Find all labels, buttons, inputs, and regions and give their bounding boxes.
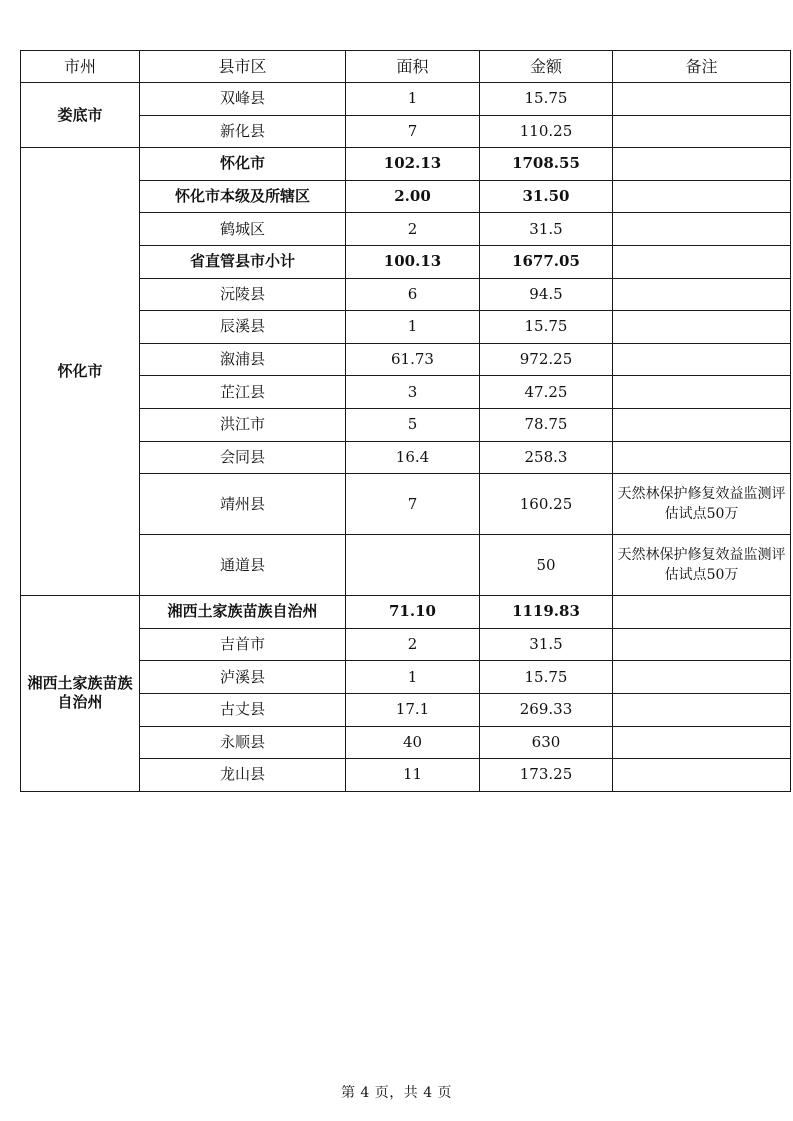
remark-cell: 天然林保护修复效益监测评估试点50万 (613, 535, 791, 596)
amount-cell: 269.33 (480, 693, 613, 726)
amount-cell: 94.5 (480, 278, 613, 311)
table-row (21, 83, 791, 116)
county-cell: 怀化市本级及所辖区 (140, 180, 346, 213)
area-cell: 2 (346, 213, 480, 246)
amount-cell: 15.75 (480, 83, 613, 116)
remark-cell: 天然林保护修复效益监测评估试点50万 (613, 474, 791, 535)
area-cell: 2.00 (346, 180, 480, 213)
area-cell: 5 (346, 408, 480, 441)
amount-cell: 31.50 (480, 180, 613, 213)
header-amount: 金额 (480, 51, 613, 83)
county-cell: 会同县 (140, 441, 346, 474)
county-cell: 龙山县 (140, 759, 346, 792)
amount-cell: 15.75 (480, 661, 613, 694)
remark-cell (613, 115, 791, 148)
remark-cell (613, 726, 791, 759)
county-cell: 溆浦县 (140, 343, 346, 376)
remark-cell (613, 180, 791, 213)
county-cell: 新化县 (140, 115, 346, 148)
remark-cell (613, 83, 791, 116)
area-cell: 11 (346, 759, 480, 792)
header-city: 市州 (21, 51, 140, 83)
remark-cell (613, 596, 791, 629)
area-cell: 16.4 (346, 441, 480, 474)
header-remark: 备注 (613, 51, 791, 83)
amount-cell: 173.25 (480, 759, 613, 792)
remark-cell (613, 245, 791, 278)
amount-cell: 160.25 (480, 474, 613, 535)
remark-cell (613, 278, 791, 311)
area-cell: 6 (346, 278, 480, 311)
county-cell: 泸溪县 (140, 661, 346, 694)
area-cell: 7 (346, 474, 480, 535)
remark-cell (613, 376, 791, 409)
county-cell: 鹤城区 (140, 213, 346, 246)
county-cell: 双峰县 (140, 83, 346, 116)
amount-cell: 31.5 (480, 628, 613, 661)
remark-cell (613, 661, 791, 694)
amount-cell: 1677.05 (480, 245, 613, 278)
area-cell: 40 (346, 726, 480, 759)
amount-cell: 972.25 (480, 343, 613, 376)
area-cell (346, 535, 480, 596)
amount-cell: 78.75 (480, 408, 613, 441)
remark-cell (613, 408, 791, 441)
amount-cell: 15.75 (480, 311, 613, 344)
county-cell: 洪江市 (140, 408, 346, 441)
header-county: 县市区 (140, 51, 346, 83)
header-row (21, 51, 791, 83)
allocation-table (20, 50, 791, 792)
amount-cell: 50 (480, 535, 613, 596)
amount-cell: 110.25 (480, 115, 613, 148)
remark-cell (613, 759, 791, 792)
county-cell: 湘西土家族苗族自治州 (140, 596, 346, 629)
city-cell: 娄底市 (21, 83, 140, 148)
county-cell: 辰溪县 (140, 311, 346, 344)
table-row (21, 596, 791, 629)
remark-cell (613, 311, 791, 344)
county-cell: 沅陵县 (140, 278, 346, 311)
remark-cell (613, 628, 791, 661)
area-cell: 1 (346, 83, 480, 116)
county-cell: 吉首市 (140, 628, 346, 661)
county-cell: 芷江县 (140, 376, 346, 409)
area-cell: 17.1 (346, 693, 480, 726)
amount-cell: 1708.55 (480, 148, 613, 181)
area-cell: 100.13 (346, 245, 480, 278)
city-cell: 湘西土家族苗族自治州 (21, 596, 140, 792)
county-cell: 靖州县 (140, 474, 346, 535)
county-cell: 通道县 (140, 535, 346, 596)
page-footer: 第 4 页，共 4 页 (340, 1085, 453, 1101)
county-cell: 古丈县 (140, 693, 346, 726)
remark-cell (613, 148, 791, 181)
remark-cell (613, 441, 791, 474)
county-cell: 怀化市 (140, 148, 346, 181)
amount-cell: 1119.83 (480, 596, 613, 629)
amount-cell: 258.3 (480, 441, 613, 474)
city-cell: 怀化市 (21, 148, 140, 596)
area-cell: 1 (346, 311, 480, 344)
area-cell: 3 (346, 376, 480, 409)
remark-cell (613, 693, 791, 726)
area-cell: 7 (346, 115, 480, 148)
amount-cell: 630 (480, 726, 613, 759)
county-cell: 永顺县 (140, 726, 346, 759)
county-cell: 省直管县市小计 (140, 245, 346, 278)
area-cell: 61.73 (346, 343, 480, 376)
header-area: 面积 (346, 51, 480, 83)
area-cell: 1 (346, 661, 480, 694)
area-cell: 102.13 (346, 148, 480, 181)
remark-cell (613, 343, 791, 376)
amount-cell: 47.25 (480, 376, 613, 409)
table-row (21, 148, 791, 181)
remark-cell (613, 213, 791, 246)
table-body (21, 83, 791, 792)
area-cell: 2 (346, 628, 480, 661)
area-cell: 71.10 (346, 596, 480, 629)
amount-cell: 31.5 (480, 213, 613, 246)
